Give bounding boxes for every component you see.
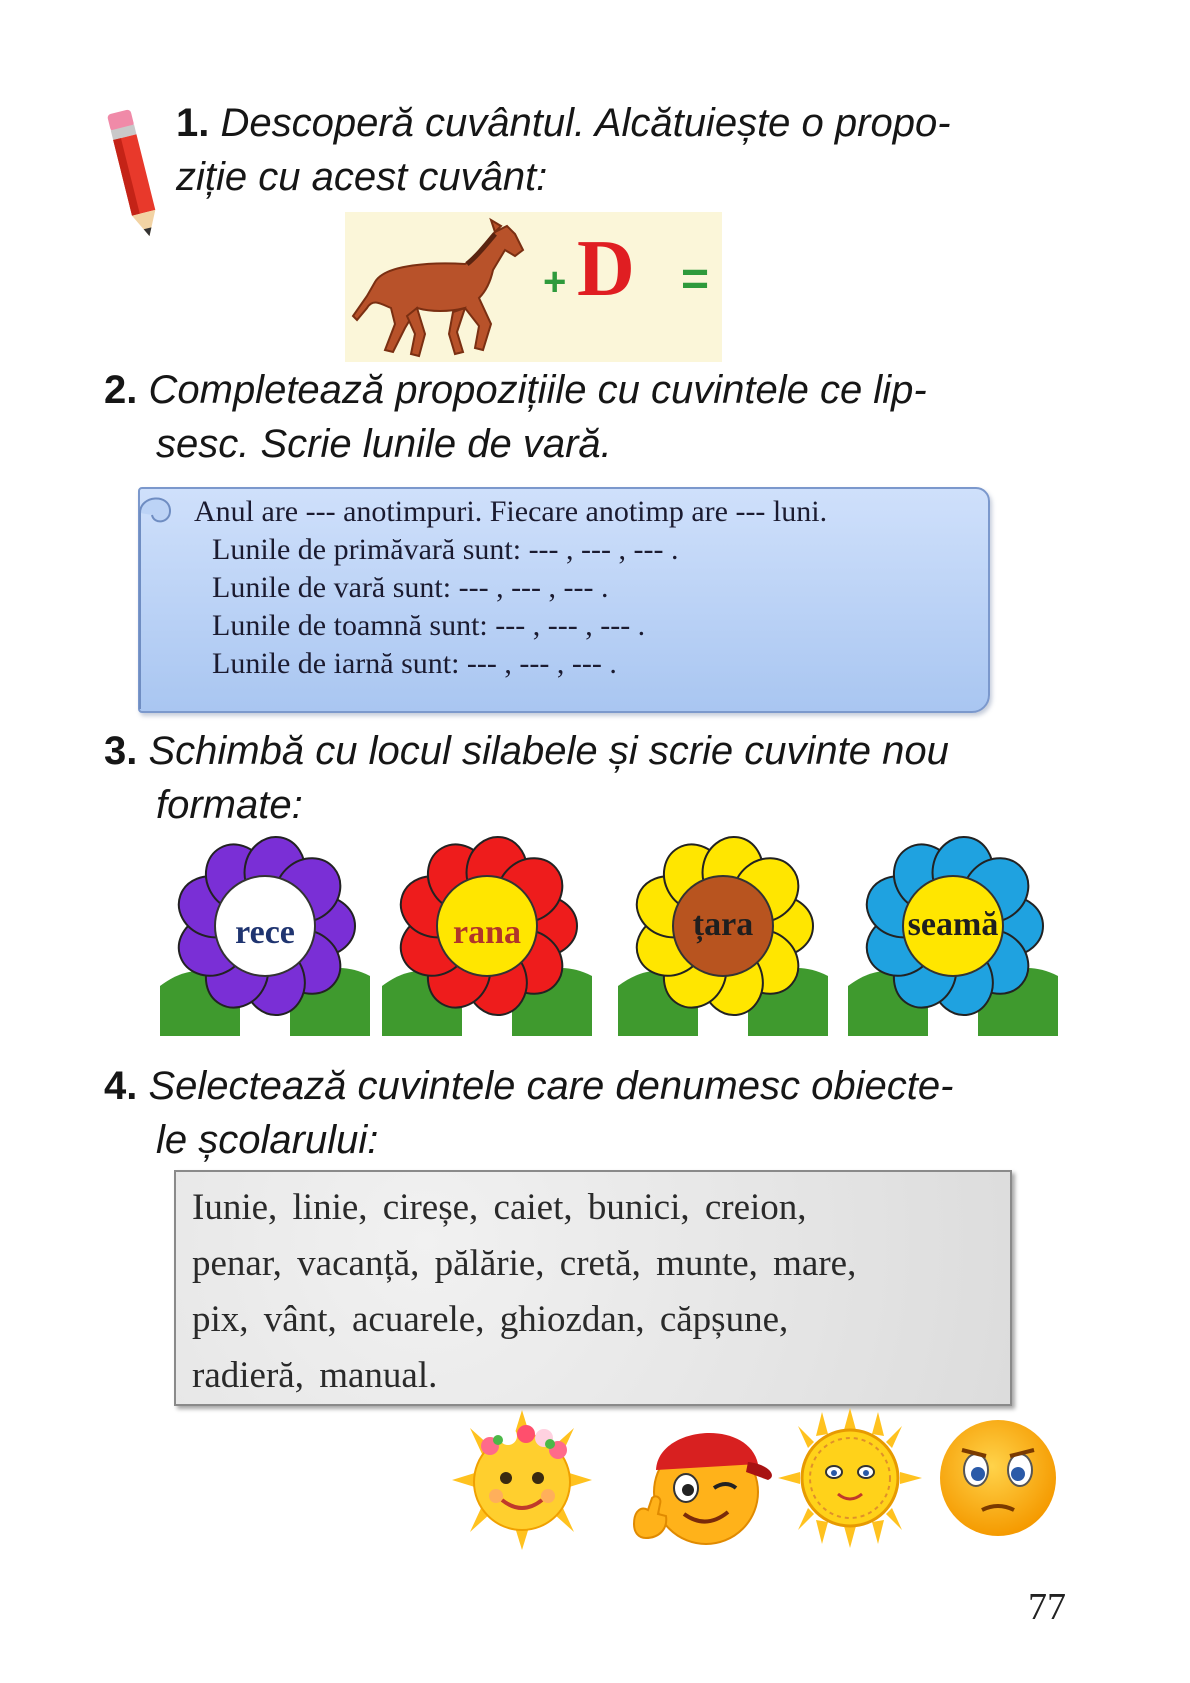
winking-cap-emoji-icon	[628, 1406, 778, 1555]
page-number: 77	[1028, 1586, 1066, 1628]
scroll-line: Lunile de iarnă sunt: --- , --- , --- .	[212, 647, 617, 680]
exercise-4-number: 4.	[104, 1064, 138, 1108]
fill-in-scroll	[138, 483, 988, 713]
flower-word: rana	[453, 914, 521, 951]
pencil-icon	[104, 104, 164, 244]
scroll-line: Anul are --- anotimpuri. Fiecare anotimp are --- luni.	[194, 495, 828, 528]
word-list	[192, 1180, 856, 1404]
exercise-4-text-line2: le școlarului:	[156, 1118, 379, 1162]
scroll-line: Lunile de primăvară sunt: --- , --- , --- .	[212, 533, 679, 566]
word-line: Iunie, linie, cireșe, caiet, bunici, creion,	[192, 1187, 807, 1228]
smiling-sun-icon	[776, 1406, 924, 1555]
scroll-curl-icon	[134, 483, 178, 713]
exercise-1-instruction	[176, 96, 1076, 204]
scroll-line: Lunile de toamnă sunt: --- , --- , --- .	[212, 609, 646, 642]
word-line: pix, vânt, acuarele, ghiozdan, căpșune,	[192, 1299, 789, 1340]
horse-icon	[345, 212, 545, 362]
flower-word: rece	[235, 914, 295, 951]
exercise-2-instruction	[104, 363, 1064, 471]
flower-card	[160, 826, 370, 1036]
horse-rebus	[345, 212, 722, 362]
rebus-letter: D	[577, 225, 635, 313]
exercise-3-text-line1: Schimbă cu locul silabele și scrie cuvinte nou	[148, 729, 949, 773]
flower-card	[618, 826, 828, 1036]
word-line: penar, vacanță, pălărie, cretă, munte, mare,	[192, 1243, 857, 1284]
exercise-3-text-line2: formate:	[156, 783, 303, 827]
exercise-2-text-line1: Completează propozițiile cu cuvintele ce lip-	[148, 368, 927, 412]
exercise-4-instruction	[104, 1059, 1074, 1167]
exercise-2-text-line2: sesc. Scrie lunile de vară.	[156, 422, 612, 466]
exercise-4-text-line1: Selectează cuvintele care denumesc obiecte-	[148, 1064, 954, 1108]
exercise-2-number: 2.	[104, 368, 138, 412]
scroll-line: Lunile de vară sunt: --- , --- , --- .	[212, 571, 609, 604]
exercise-3-instruction	[104, 724, 1074, 832]
exercise-1-text-line1: Descoperă cuvântul. Alcătuiește o propo-	[220, 101, 951, 145]
scroll-text	[194, 493, 827, 683]
word-list-box	[174, 1170, 1012, 1406]
sad-emoji-icon	[932, 1406, 1064, 1551]
flower-card	[848, 826, 1058, 1036]
flower-word: țara	[692, 906, 754, 943]
sun-flower-crown-icon	[446, 1406, 598, 1559]
exercise-1-number: 1.	[176, 101, 210, 145]
exercise-1-text-line2: ziție cu acest cuvânt:	[176, 155, 548, 199]
exercise-3-number: 3.	[104, 729, 138, 773]
plus-sign: +	[543, 260, 567, 304]
flower-word: seamă	[907, 906, 999, 943]
flower-card	[382, 826, 592, 1036]
word-line: radieră, manual.	[192, 1355, 438, 1396]
equals-sign: =	[681, 253, 710, 306]
